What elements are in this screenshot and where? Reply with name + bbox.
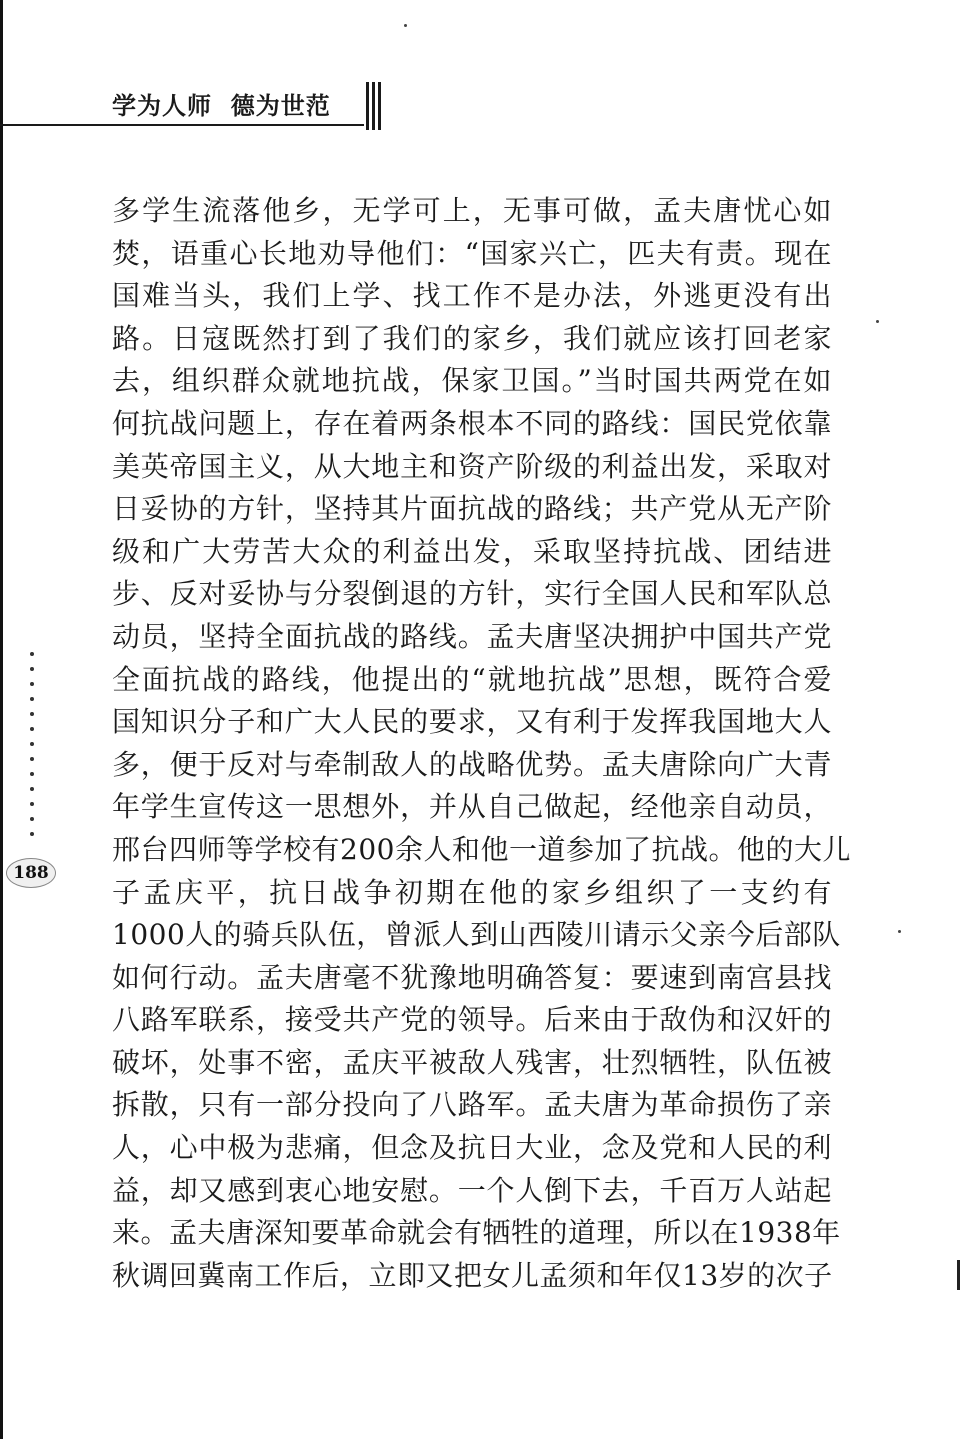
scan-speck [898,930,901,933]
header-bar [378,82,381,130]
text-line: 人，心中极为悲痛，但念及抗日大业，念及党和人民的利 [112,1131,832,1165]
page-number: 188 [6,858,56,888]
text-line: 国知识分子和广大人民的要求，又有利于发挥我国地大人 [112,705,832,739]
margin-dot [30,757,34,761]
text-line: 如何行动。孟夫唐毫不犹豫地明确答复：要速到南宫县找 [112,960,832,994]
text-line: 拆散，只有一部分投向了八路军。孟夫唐为革命损伤了亲 [112,1088,832,1122]
text-line: 日妥协的方针，坚持其片面抗战的路线；共产党从无产阶 [112,492,832,526]
scan-edge [0,0,3,1439]
scan-speck [404,24,407,27]
text-line: 美英帝国主义，从大地主和资产阶级的利益出发，采取对 [112,449,832,483]
running-header-title: 学为人师 德为世范 [112,92,331,120]
margin-dot [30,742,34,746]
text-line: 破坏，处事不密，孟庆平被敌人残害，壮烈牺牲，队伍被 [112,1045,832,1079]
margin-dot [30,652,34,656]
scan-mark [957,1260,960,1290]
text-line: 多，便于反对与牵制敌人的战略优势。孟夫唐除向广大青 [112,747,832,781]
body-text [112,190,851,1297]
text-line: 年学生宣传这一思想外，并从自己做起，经他亲自动员， [112,790,832,824]
text-line: 动员，坚持全面抗战的路线。孟夫唐坚决拥护中国共产党 [112,619,832,653]
text-line: 去，组织群众就地抗战，保家卫国。”当时国共两党在如 [112,364,832,398]
header-bar [372,82,375,130]
text-line: 1000人的骑兵队伍，曾派人到山西陵川请示父亲今后部队 [112,918,841,952]
margin-dot [30,787,34,791]
margin-dots [30,652,36,842]
text-line: 级和广大劳苦大众的利益出发，采取坚持抗战、团结进 [112,534,832,568]
text-line: 路。日寇既然打到了我们的家乡，我们就应该打回老家 [112,321,832,355]
text-line: 秋调回冀南工作后，立即又把女儿孟须和年仅13岁的次子 [112,1258,833,1292]
text-line: 国难当头，我们上学、找工作不是办法，外逃更没有出 [112,279,832,313]
margin-dot [30,697,34,701]
text-line: 邢台四师等学校有200余人和他一道参加了抗战。他的大儿 [112,832,851,866]
margin-dot [30,682,34,686]
text-line: 全面抗战的路线，他提出的“就地抗战”思想，既符合爱 [112,662,832,696]
margin-dot [30,712,34,716]
running-header [0,72,390,130]
scan-speck [876,320,879,323]
text-line: 来。孟夫唐深知要革命就会有牺牲的道理，所以在1938年 [112,1216,841,1250]
text-line: 步、反对妥协与分裂倒退的方针，实行全国人民和军队总 [112,577,832,611]
margin-dot [30,727,34,731]
margin-dot [30,772,34,776]
margin-dot [30,667,34,671]
margin-dot [30,832,34,836]
margin-dot [30,817,34,821]
text-line: 益，却又感到衷心地安慰。一个人倒下去，千百万人站起 [112,1173,832,1207]
header-bar [366,82,369,130]
header-rule [0,124,364,126]
text-line: 焚，语重心长地劝导他们：“国家兴亡，匹夫有责。现在 [112,236,832,270]
text-line: 八路军联系，接受共产党的领导。后来由于敌伪和汉奸的 [112,1003,832,1037]
text-line: 何抗战问题上，存在着两条根本不同的路线：国民党依靠 [112,406,832,440]
margin-dot [30,802,34,806]
text-line: 子孟庆平，抗日战争初期在他的家乡组织了一支约有 [112,875,832,909]
text-line: 多学生流落他乡，无学可上，无事可做，孟夫唐忧心如 [112,194,832,227]
